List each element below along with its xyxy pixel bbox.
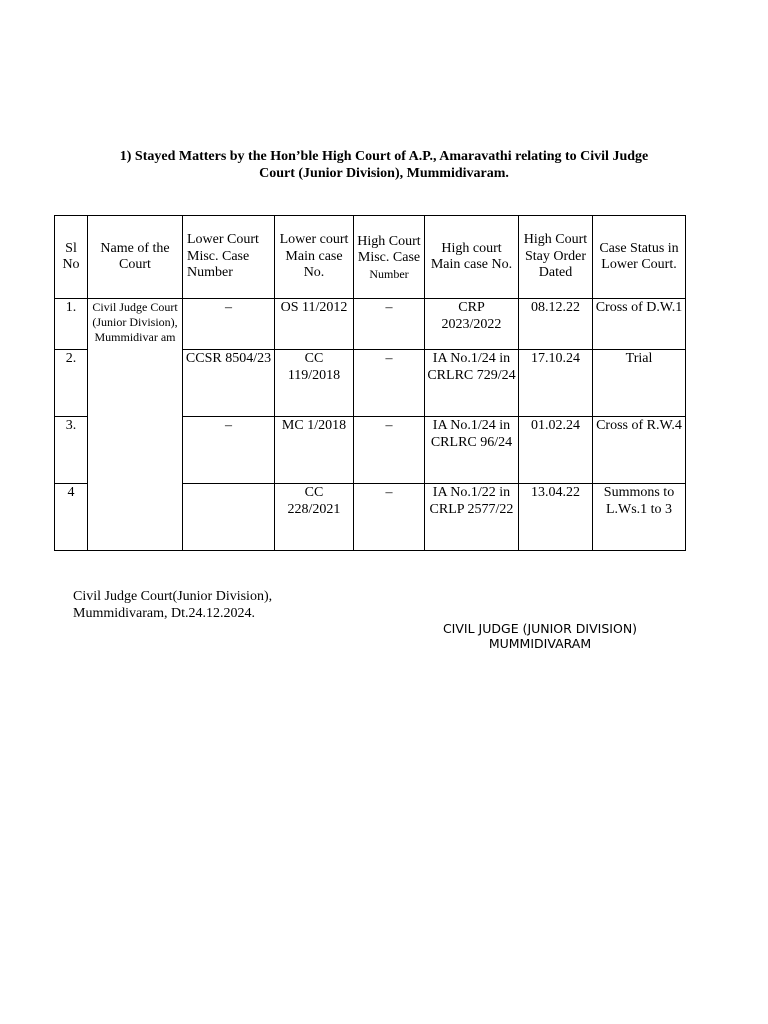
cell-stay-date: 08.12.22	[519, 299, 593, 350]
cell-lower-misc: –	[183, 299, 275, 350]
header-case-status: Case Status in Lower Court.	[593, 216, 686, 299]
cell-lower-main: MC 1/2018	[275, 417, 354, 484]
cell-lower-misc: –	[183, 417, 275, 484]
cell-court-name: Civil Judge Court (Junior Division), Mummidivar am	[88, 299, 183, 551]
cell-sl: 2.	[55, 350, 88, 417]
cell-hc-misc: –	[354, 417, 425, 484]
header-court-name: Name of the Court	[88, 216, 183, 299]
cell-lower-misc	[183, 484, 275, 551]
header-lower-misc: Lower Court Misc. Case Number	[183, 216, 275, 299]
header-hc-misc-number: Number	[369, 266, 409, 281]
cell-status: Summons to L.Ws.1 to 3	[593, 484, 686, 551]
cell-status: Cross of D.W.1	[593, 299, 686, 350]
cell-lower-main: OS 11/2012	[275, 299, 354, 350]
cell-stay-date: 13.04.22	[519, 484, 593, 551]
header-hc-main: High court Main case No.	[425, 216, 519, 299]
table-row	[55, 299, 686, 350]
cell-hc-misc: –	[354, 484, 425, 551]
cell-hc-main: IA No.1/24 in CRLRC 729/24	[425, 350, 519, 417]
signature-block	[410, 621, 670, 651]
title-line-2: Court (Junior Division), Mummidivaram.	[259, 166, 509, 181]
cell-hc-main: IA No.1/22 in CRLP 2577/22	[425, 484, 519, 551]
stayed-matters-table	[54, 215, 686, 551]
cell-hc-main: IA No.1/24 in CRLRC 96/24	[425, 417, 519, 484]
cell-sl: 1.	[55, 299, 88, 350]
cell-hc-main: CRP 2023/2022	[425, 299, 519, 350]
document-title	[60, 148, 708, 182]
cell-lower-main: CC 119/2018	[275, 350, 354, 417]
cell-lower-main: CC 228/2021	[275, 484, 354, 551]
cell-stay-date: 17.10.24	[519, 350, 593, 417]
cell-hc-misc: –	[354, 299, 425, 350]
footer-left-line-1: Civil Judge Court(Junior Division),	[73, 589, 273, 604]
cell-status: Cross of R.W.4	[593, 417, 686, 484]
footer-left-line-2: Mummidivaram, Dt.24.12.2024.	[73, 606, 255, 621]
cell-sl: 3.	[55, 417, 88, 484]
header-sl-no: Sl No	[55, 216, 88, 299]
header-hc-stay: High Court Stay Order Dated	[519, 216, 593, 299]
cell-status: Trial	[593, 350, 686, 417]
cell-stay-date: 01.02.24	[519, 417, 593, 484]
signature-line-1: CIVIL JUDGE (JUNIOR DIVISION)	[442, 621, 638, 636]
cell-lower-misc: CCSR 8504/23	[183, 350, 275, 417]
header-hc-misc-main: High Court Misc. Case	[357, 233, 421, 265]
footer-court-date	[73, 588, 272, 622]
signature-line-2: MUMMIDIVARAM	[488, 636, 592, 651]
header-row	[55, 216, 686, 299]
cell-hc-misc: –	[354, 350, 425, 417]
header-lower-main: Lower court Main case No.	[275, 216, 354, 299]
cell-sl: 4	[55, 484, 88, 551]
header-hc-misc	[354, 216, 425, 299]
title-line-1: 1) Stayed Matters by the Hon’ble High Court of A.P., Amaravathi relating to Civil Judge	[119, 149, 649, 164]
